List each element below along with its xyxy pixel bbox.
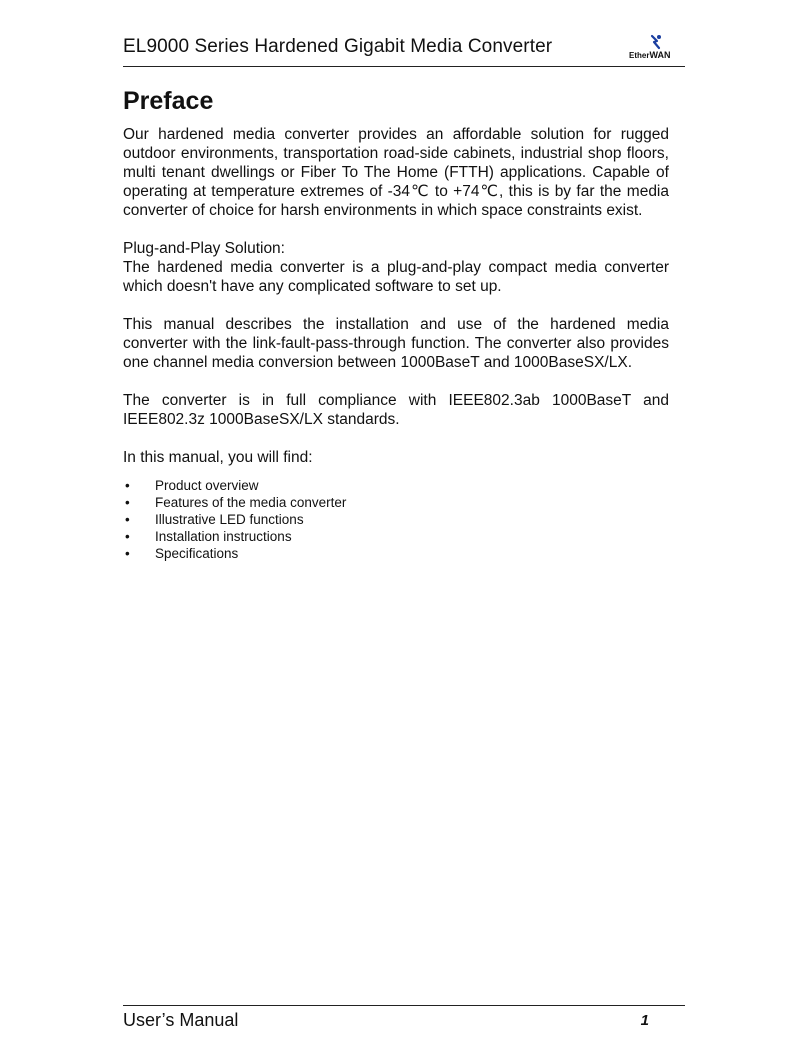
page-footer — [123, 1005, 685, 1036]
plug-and-play-paragraph: The hardened media converter is a plug-and-play compact media converter which doesn't have any complicated software to set up. — [123, 259, 669, 295]
bullet-icon: • — [125, 478, 130, 493]
list-item: • Product overview — [125, 478, 259, 493]
logo-text: EtherWAN — [629, 50, 671, 60]
logo-mark-icon — [648, 34, 664, 50]
footer-manual-label: User’s Manual — [123, 1010, 239, 1030]
contents-list — [123, 477, 669, 562]
contents-intro: In this manual, you will find: — [123, 449, 313, 466]
list-item: • Installation instructions — [125, 529, 292, 544]
etherwan-logo — [629, 34, 685, 64]
bullet-icon: • — [125, 512, 130, 527]
manual-description-paragraph: This manual describes the installation and use of the hardened media converter with the link-fault-pass-through function. The converter also provides one channel media conversion between 1000BaseT and 1000BaseSX/LX. — [123, 316, 669, 371]
intro-paragraph: Our hardened media converter provides an affordable solution for rugged outdoor environments, transportation road-side cabinets, industrial shop floors, multi tenant dwellings or Fiber To The Home (FTTH) applications. Capable of operating at temperature extremes of -34℃ to +74℃, this is by far the media converter of choice for harsh environments in which space constraints exist. — [123, 126, 669, 219]
list-item: • Specifications — [125, 546, 239, 561]
bullet-icon: • — [125, 529, 130, 544]
header-title: EL9000 Series Hardened Gigabit Media Converter — [123, 36, 553, 57]
bullet-icon: • — [125, 546, 130, 561]
list-item: • Features of the media converter — [125, 495, 347, 510]
bullet-icon: • — [125, 495, 130, 510]
page-header — [123, 34, 685, 67]
plug-and-play-title: Plug-and-Play Solution: — [123, 240, 285, 257]
document-body — [123, 86, 669, 562]
page-number: 1 — [640, 1012, 649, 1029]
list-item: • Illustrative LED functions — [125, 512, 304, 527]
compliance-paragraph: The converter is in full compliance with IEEE802.3ab 1000BaseT and IEEE802.3z 1000BaseSX/LX standards. — [123, 392, 669, 428]
page-title: Preface — [123, 87, 214, 115]
